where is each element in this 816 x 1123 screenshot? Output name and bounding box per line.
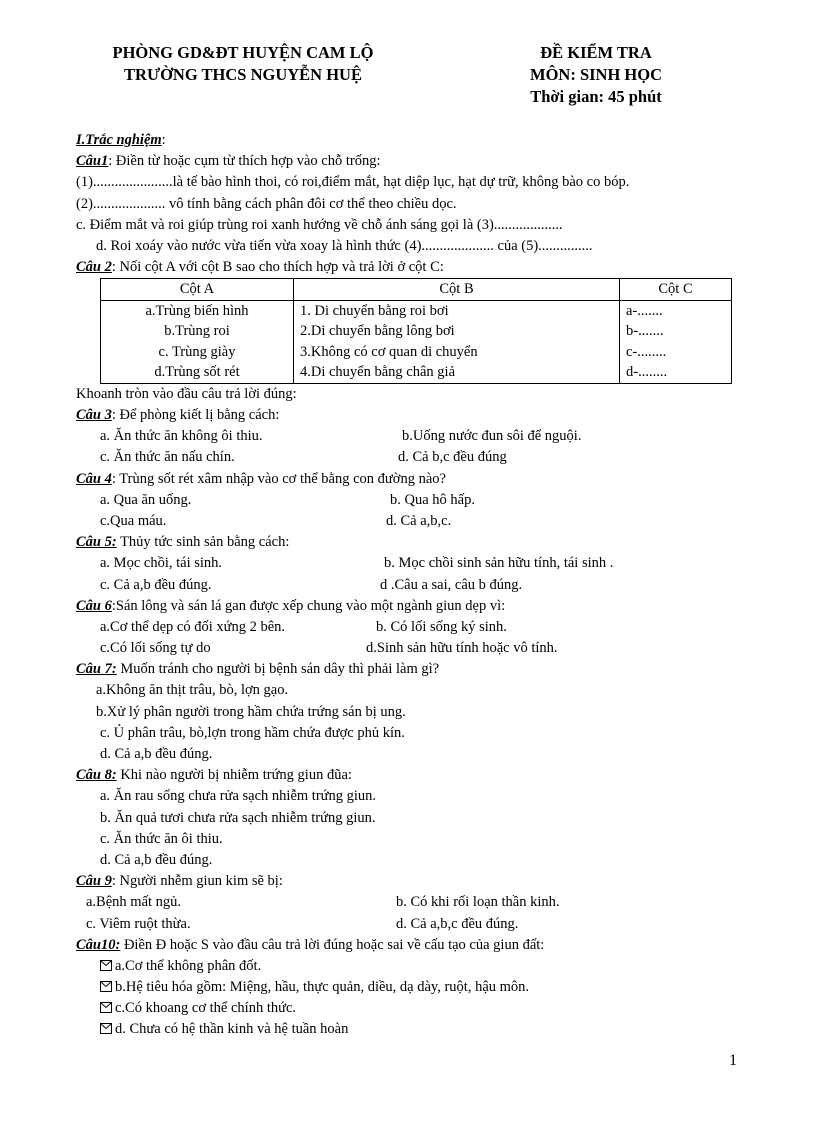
- duration: Thời gian: 45 phút: [530, 87, 662, 106]
- question-prompt: Điền Đ hoặc S vào đầu câu trả lời đúng hoặc sai về cấu tạo của giun đất:: [120, 936, 545, 953]
- option-d: d.Sinh sản hữu tính hoặc vô tính.: [366, 640, 558, 657]
- checkbox-icon[interactable]: [100, 981, 112, 992]
- question-label: Câu10:: [76, 936, 121, 953]
- cell-b: 1. Di chuyển bằng roi bơi: [294, 300, 620, 321]
- checkbox-option: [76, 998, 748, 1019]
- column-c-header: Cột C: [620, 279, 732, 301]
- question-label: Câu 6: [76, 597, 112, 614]
- multiple-choice-instruction: Khoanh tròn vào đầu câu trả lời đúng:: [76, 385, 297, 402]
- table-row: [101, 342, 732, 363]
- option-c: c.Có khoang cơ thể chính thức.: [115, 1000, 297, 1017]
- question-1: [76, 151, 748, 172]
- table-row: [101, 362, 732, 383]
- cell-c: d-........: [620, 362, 732, 383]
- question-label: Câu 7:: [76, 661, 117, 678]
- option-d: d. Cả a,b,c.: [386, 512, 452, 529]
- option-d: d. Chưa có hệ thần kinh và hệ tuần hoàn: [115, 1021, 349, 1038]
- option-c: c.Có lối sống tự do: [100, 640, 211, 657]
- question-label: Câu1: [76, 153, 109, 170]
- cell-a: b.Trùng roi: [101, 321, 294, 342]
- table-row: [101, 321, 732, 342]
- option-row: [76, 426, 748, 447]
- cell-a: d.Trùng sốt rét: [101, 362, 294, 383]
- question-9: [76, 871, 748, 892]
- option-b: b.Uống nước đun sôi để nguội.: [402, 428, 582, 445]
- option-row: [76, 617, 748, 638]
- checkbox-option: [76, 977, 748, 998]
- section-title-colon: :: [161, 132, 166, 148]
- option-a: a. Mọc chồi, tái sinh.: [100, 555, 223, 572]
- question-label: Câu 5:: [76, 534, 117, 551]
- question-5: [76, 532, 748, 553]
- question-prompt: : Điền từ hoặc cụm từ thích hợp vào chỗ trống:: [108, 153, 381, 170]
- question-prompt: : Trùng sốt rét xâm nhập vào cơ thể bằng con đường nào?: [111, 470, 446, 487]
- question-prompt: : Nối cột A với cột B sao cho thích hợp và trả lời ở cột C:: [111, 259, 444, 276]
- option-row: [76, 638, 748, 659]
- option-row: [76, 447, 748, 468]
- option-a: a.Không ăn thịt trâu, bò, lợn gạo.: [96, 682, 289, 699]
- option-row: [76, 914, 748, 935]
- option-b: b.Hệ tiêu hóa gồm: Miệng, hầu, thực quản, diều, dạ dày, ruột, hậu môn.: [115, 979, 530, 996]
- option-a: a.Cơ thể dẹp có đối xứng 2 bên.: [100, 618, 286, 635]
- option-c: c. Ăn thức ăn nấu chín.: [100, 449, 235, 466]
- option-b: b. Ăn quả tươi chưa rửa sạch nhiễm trứng giun.: [100, 809, 376, 826]
- exam-title: ĐỀ KIỂM TRA: [540, 43, 652, 62]
- q1-line-2: (2).................... vô tính bằng cách phân đôi cơ thể theo chiều dọc.: [76, 195, 457, 212]
- question-7: [76, 659, 748, 680]
- school-header: [78, 42, 408, 86]
- option-a: a.Bệnh mất ngủ.: [86, 894, 182, 911]
- checkbox-option: [76, 956, 748, 977]
- question-prompt: : Người nhễm giun kim sẽ bị:: [111, 873, 283, 890]
- question-prompt: : Để phòng kiết lị bằng cách:: [111, 407, 280, 423]
- question-2: [76, 257, 748, 278]
- q1-line-1: (1)......................là tế bào hình thoi, có roi,điểm mắt, hạt diệp lục, hạt dự trữ, không bào co bóp.: [76, 174, 630, 191]
- checkbox-icon[interactable]: [100, 960, 112, 971]
- option-row: [76, 490, 748, 511]
- page-number: 1: [729, 1052, 737, 1069]
- cell-a: a.Trùng biến hình: [101, 300, 294, 321]
- question-3: [76, 405, 748, 426]
- question-label: Câu 2: [76, 259, 112, 276]
- option-row: [76, 892, 748, 913]
- cell-c: b-.......: [620, 321, 732, 342]
- q1-line-3: c. Điểm mắt và roi giúp trùng roi xanh hướng về chỗ ánh sáng gọi là (3)...................: [76, 216, 563, 233]
- question-prompt: :Sán lông và sán lá gan được xếp chung vào một ngành giun dẹp vì:: [111, 597, 506, 614]
- exam-body: [76, 130, 748, 1041]
- table-header-row: [101, 279, 732, 301]
- checkbox-option: [76, 1019, 748, 1040]
- option-b: b. Có khi rối loạn thần kinh.: [396, 894, 560, 911]
- option-row: [76, 553, 748, 574]
- question-8: [76, 765, 748, 786]
- matching-table: [100, 278, 732, 384]
- question-label: Câu 8:: [76, 767, 117, 784]
- option-d: d. Cả a,b đều đúng.: [100, 851, 213, 868]
- department-name: PHÒNG GD&ĐT HUYỆN CAM LỘ: [112, 43, 374, 62]
- option-c: c. Viêm ruột thừa.: [86, 915, 191, 932]
- option-a: a. Qua ăn uống.: [100, 491, 192, 508]
- question-prompt: Muốn tránh cho người bị bệnh sán dây thì phải làm gì?: [116, 661, 440, 678]
- option-b: b.Xử lý phân người trong hầm chứa trứng sán bị ung.: [96, 703, 406, 720]
- cell-c: c-........: [620, 342, 732, 363]
- option-a: a.Cơ thể không phân đốt.: [115, 957, 262, 974]
- section-title-text: I.Trắc nghiệm: [76, 132, 162, 148]
- column-b-header: Cột B: [294, 279, 620, 301]
- question-label: Câu 9: [76, 873, 112, 890]
- question-label: Câu 4: [76, 470, 112, 487]
- subject: MÔN: SINH HỌC: [530, 65, 662, 84]
- question-prompt: Khi nào người bị nhiễm trứng giun đũa:: [116, 767, 352, 784]
- option-a: a. Ăn rau sống chưa rửa sạch nhiễm trứng giun.: [100, 788, 377, 805]
- cell-c: a-.......: [620, 300, 732, 321]
- option-b: b. Mọc chồi sinh sản hữu tính, tái sinh .: [384, 555, 614, 572]
- section-title: [76, 130, 748, 151]
- option-c: c. Cả a,b đều đúng.: [100, 576, 212, 593]
- option-row: [76, 511, 748, 532]
- school-name: TRƯỜNG THCS NGUYỄN HUỆ: [124, 65, 362, 84]
- option-c: c. Ủ phân trâu, bò,lợn trong hầm chứa được phủ kín.: [100, 724, 405, 741]
- option-d: d. Cả a,b,c đều đúng.: [396, 915, 519, 932]
- cell-b: 2.Di chuyển bằng lông bơi: [294, 321, 620, 342]
- option-b: b. Qua hô hấp.: [390, 491, 475, 508]
- cell-b: 4.Di chuyển bằng chân giả: [294, 362, 620, 383]
- table-row: [101, 300, 732, 321]
- option-row: [76, 575, 748, 596]
- question-4: [76, 469, 748, 490]
- question-6: [76, 596, 748, 617]
- option-c: c. Ăn thức ăn ôi thiu.: [100, 830, 223, 847]
- question-10: [76, 935, 748, 956]
- option-d: d. Cả b,c đều đúng: [398, 449, 507, 466]
- cell-b: 3.Không có cơ quan di chuyển: [294, 342, 620, 363]
- option-a: a. Ăn thức ăn không ôi thiu.: [100, 428, 263, 445]
- option-c: c.Qua máu.: [100, 512, 167, 529]
- checkbox-icon[interactable]: [100, 1002, 112, 1013]
- question-prompt: Thủy tức sinh sản bằng cách:: [116, 534, 290, 551]
- option-d: d .Câu a sai, câu b đúng.: [380, 576, 523, 593]
- question-label: Câu 3: [76, 407, 112, 423]
- checkbox-icon[interactable]: [100, 1023, 112, 1034]
- option-b: b. Có lối sống ký sinh.: [376, 618, 507, 635]
- cell-a: c. Trùng giày: [101, 342, 294, 363]
- q1-line-4: d. Roi xoáy vào nước vừa tiến vừa xoay là hình thức (4).................... của (5)...............: [96, 237, 593, 254]
- exam-header: [486, 42, 706, 108]
- option-d: d. Cả a,b đều đúng.: [100, 746, 213, 762]
- column-a-header: Cột A: [101, 279, 294, 301]
